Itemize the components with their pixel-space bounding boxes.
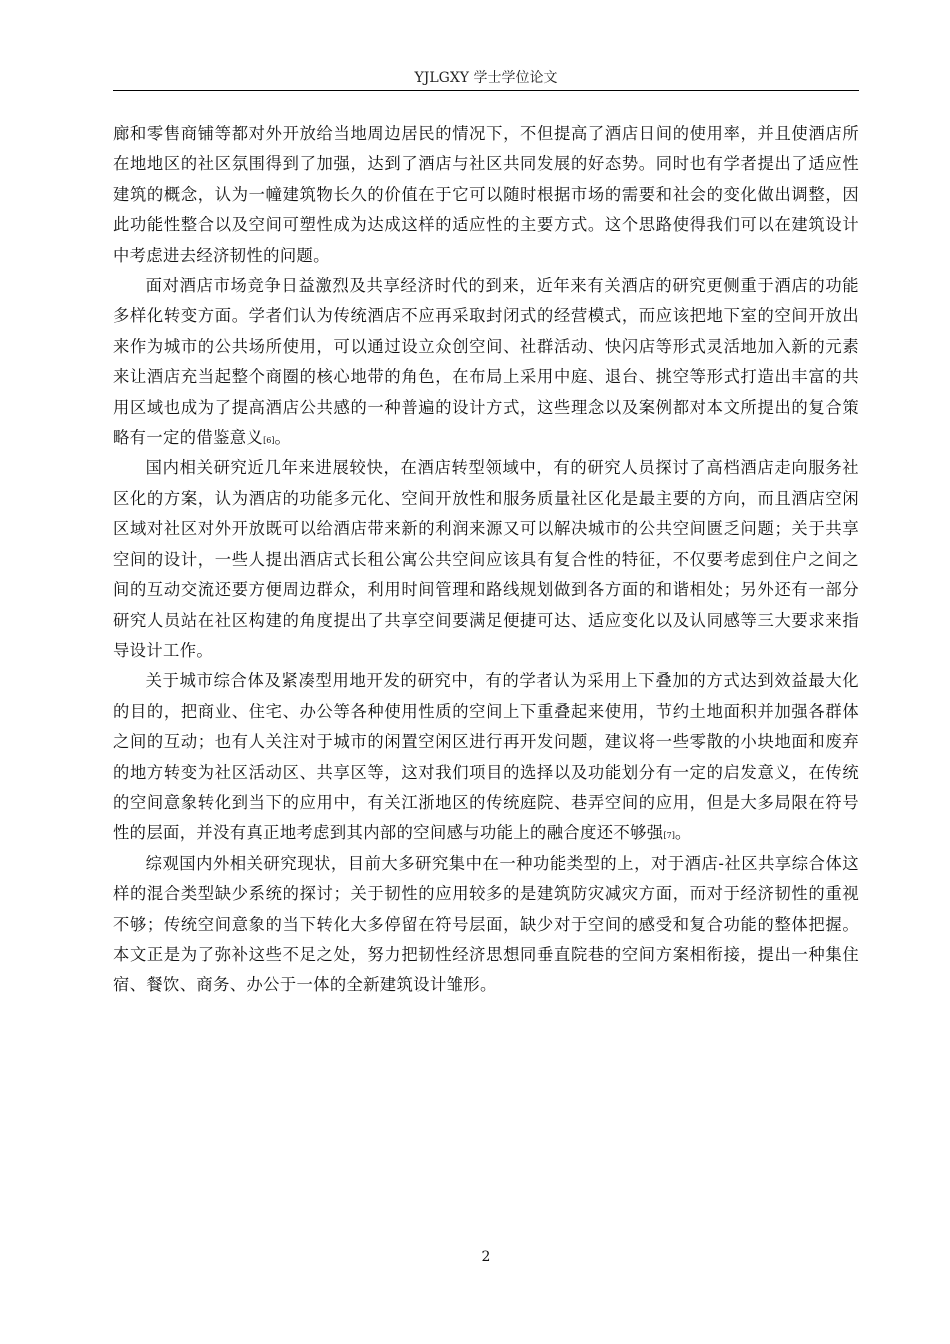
paragraph-tail: 。 [274, 428, 292, 448]
running-header: YJLGXY 学士学位论文 [414, 70, 558, 86]
paragraph [113, 849, 859, 1001]
paragraph-text: 综观国内外相关研究现状，目前大多研究集中在一种功能类型的上，对于酒店-社区共享综合体这样的混合类型缺少系统的探讨；关于韧性的应用较多的是建筑防灾减灾方面，而对于经济韧性的重视不够；传统空间意象的当下转化大多停留在符号层面，缺少对于空间的感受和复合功能的整体把握。本文正是为了弥补这些不足之处，努力把韧性经济思想同垂直院巷的空间方案相衔接，提出一种集住宿、餐饮、商务、办公于一体的全新建筑设计雏形。 [113, 853, 859, 995]
paragraph [113, 271, 859, 453]
paragraph-text: 关于城市综合体及紧凑型用地开发的研究中，有的学者认为采用上下叠加的方式达到效益最大化的目的，把商业、住宅、办公等各种使用性质的空间上下重叠起来使用，节约土地面积并加强各群体之间的互动；也有人关注对于城市的闲置空闲区进行再开发问题，建议将一些零散的小块地面和废弃的地方转变为社区活动区、共享区等，这对我们项目的选择以及功能划分有一定的启发意义，在传统的空间意象转化到当下的应用中，有关江浙地区的传统庭院、巷弄空间的应用，但是大多局限在符号性的层面，并没有真正地考虑到其内部的空间感与功能上的融合度还不够强 [113, 671, 859, 843]
body-text [113, 119, 859, 1001]
paragraph-text: 面对酒店市场竞争日益激烈及共享经济时代的到来，近年来有关酒店的研究更侧重于酒店的功能多样化转变方面。学者们认为传统酒店不应再采取封闭式的经营模式，而应该把地下室的空间开放出来作为城市的公共场所使用，可以通过设立众创空间、社群活动、快闪店等形式灵活地加入新的元素来让酒店充当起整个商圈的核心地带的角色，在布局上采用中庭、退台、挑空等形式打造出丰富的共用区域也成为了提高酒店公共感的一种普遍的设计方式，这些理念以及案例都对本文所提出的复合策略有一定的借鉴意义 [113, 276, 859, 448]
paragraph [113, 666, 859, 848]
paragraph [113, 453, 859, 666]
paragraph-text: 国内相关研究近几年来进展较快，在酒店转型领域中，有的研究人员探讨了高档酒店走向服务社区化的方案，认为酒店的功能多元化、空间开放性和服务质量社区化是最主要的方向，而且酒店空闲区域对社区对外开放既可以给酒店带来新的利润来源又可以解决城市的公共空间匮乏问题；关于共享空间的设计，一些人提出酒店式长租公寓公共空间应该具有复合性的特征，不仅要考虑到住户之间之间的互动交流还要方便周边群众，利用时间管理和路线规划做到各方面的和谐相处；另外还有一部分研究人员站在社区构建的角度提出了共享空间要满足便捷可达、适应变化以及认同感等三大要求来指导设计工作。 [113, 458, 859, 660]
paragraph-text: 廊和零售商铺等都对外开放给当地周边居民的情况下，不但提高了酒店日间的使用率，并且使酒店所在地地区的社区氛围得到了加强，达到了酒店与社区共同发展的好态势。同时也有学者提出了适应性建筑的概念，认为一幢建筑物长久的价值在于它可以随时根据市场的需要和社会的变化做出调整，因此功能性整合以及空间可塑性成为达成这样的适应性的主要方式。这个思路使得我们可以在建筑设计中考虑进去经济韧性的问题。 [113, 124, 859, 265]
paragraph [113, 119, 859, 271]
citation-marker: [6] [263, 436, 275, 446]
page-number: 2 [481, 1249, 491, 1265]
paragraph-tail: 。 [674, 823, 692, 843]
header-rule [113, 90, 859, 91]
citation-marker: [7] [663, 831, 675, 841]
